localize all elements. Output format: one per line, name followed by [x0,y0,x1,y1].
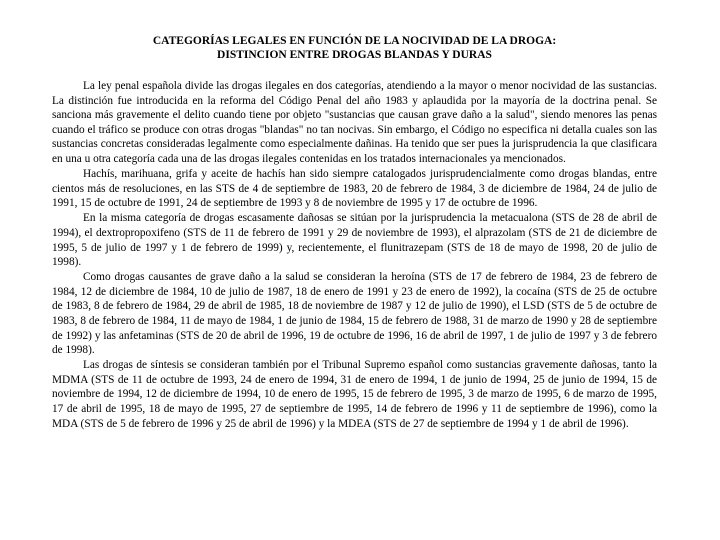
paragraph-hard-drugs: Como drogas causantes de grave daño a la salud se consideran la heroína (STS de 17 de febrero de 1984, 23 de febrero de 1984, 12 de diciembre de 1984, 10 de julio de 1987, 18 de enero de 1991 y 23 de enero de 1992), la cocaína (STS de 25 de octubre de 1983, 8 de febrero de 1984, 29 de abril de 1985, 18 de noviembre de 1987 y 12 de julio de 1990), el LSD (STS de 5 de octubre de 1983, 8 de febrero de 1984, 11 de mayo de 1984, 1 de junio de 1984, 15 de febrero de 1988, 31 de marzo de 1990 y 28 de septiembre de 1992) y las anfetaminas (STS de 20 de abril de 1996, 19 de octubre de 1996, 16 de abril de 1997, 1 de julio de 1997 y 3 de febrero de 1998). [52,271,657,357]
paragraph-synthetic-drugs: Las drogas de síntesis se consideran también por el Tribunal Supremo español como sustancias gravemente dañosas, tanto la MDMA (STS de 11 de octubre de 1993, 24 de enero de 1994, 31 de enero de 1994, 1 de junio de 1994, 25 de junio de 1994, 15 de noviembre de 1994, 12 de diciembre de 1994, 10 de enero de 1995, 15 de febrero de 1995, 3 de marzo de 1995, 6 de marzo de 1995, 17 de abril de 1995, 18 de mayo de 1995, 27 de septiembre de 1995, 14 de febrero de 1996 y 11 de septiembre de 1996), como la MDA (STS de 5 de febrero de 1996 y 25 de abril de 1996) y la MDEA (STS de 27 de septiembre de 1994 y 1 de abril de 1996). [52,359,657,430]
title-line-2: DISTINCION ENTRE DROGAS BLANDAS Y DURAS [217,49,492,61]
paragraph-legal-categories: La ley penal española divide las drogas ilegales en dos categorías, atendiendo a la mayor o menor nocividad de las sustancias. La distinción fue introducida en la reforma del Código Penal del año 1983 y aplaudida por la mayoría de la doctrina penal. Se sanciona más gravemente el delito cuando tiene por objeto "sustancias que causan grave daño a la salud", siendo menores las penas cuando el tráfico se produce con otras drogas "blandas" no tan nocivas. Sin embargo, el Código no especifica ni detalla cuales son las sustancias concretas consideradas legalmente como especialmente dañinas. Ha tenido que ser pues la jurisprudencia la que clasificara en una u otra categoría cada una de las drogas ilegales contenidas en los tratados internacionales ya mencionados. [52,80,657,165]
title-line-1: CATEGORÍAS LEGALES EN FUNCIÓN DE LA NOCIVIDAD DE LA DROGA: [152,35,557,47]
document-page [52,34,657,432]
document-title [52,34,657,62]
paragraph-soft-drugs: Hachís, marihuana, grifa y aceite de hachís han sido siempre catalogados jurisprudencialmente como drogas blandas, entre cientos más de resoluciones, en las STS de 4 de septiembre de 1983, 20 de febrero de 1984, 3 de diciembre de 1984, 24 de julio de 1991, 15 de octubre de 1991, 24 de septiembre de 1993 y 8 de noviembre de 1995 y 17 de octubre de 1996. [52,168,657,210]
paragraph-low-harm-drugs: En la misma categoría de drogas escasamente dañosas se sitúan por la jurisprudencia la metacualona (STS de 28 de abril de 1994), el dextropropoxifeno (STS de 11 de febrero de 1991 y 29 de noviembre de 1993), el alprazolam (STS de 21 de diciembre de 1995, 5 de julio de 1997 y 1 de febrero de 1999) y, recientemente, el flunitrazepam (STS de 18 de mayo de 1998, 20 de julio de 1998). [52,212,657,269]
